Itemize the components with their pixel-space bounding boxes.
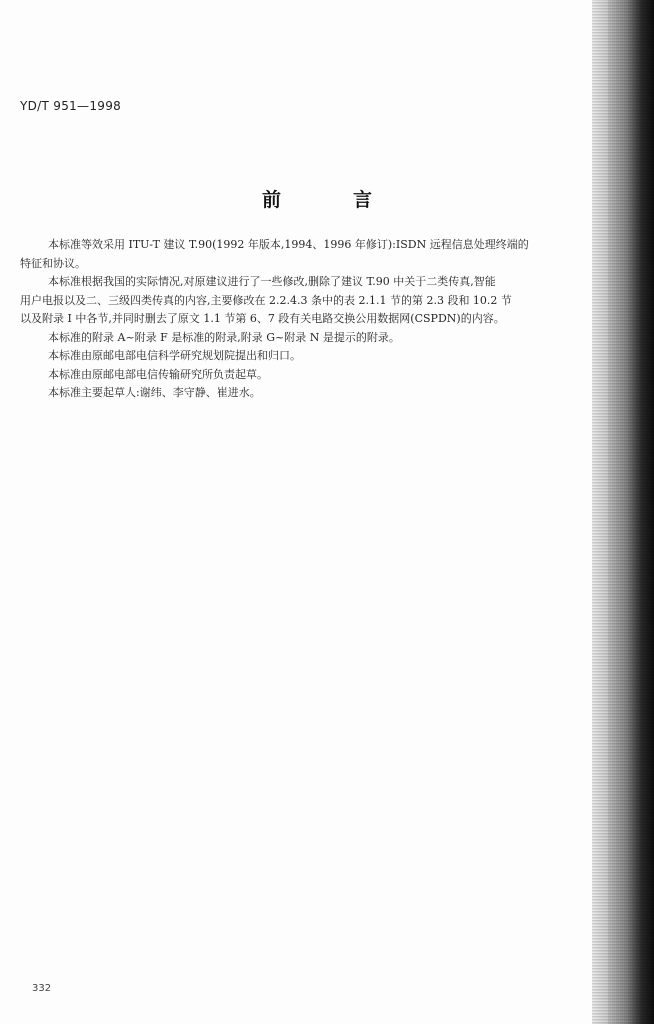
paragraph-1-line-1: 本标准等效采用 ITU-T 建议 T.90(1992 年版本,1994、1996 年修订):ISDN 远程信息处理终端的 bbox=[48, 238, 529, 251]
paragraph-4-line-1: 本标准由原邮电部电信科学研究规划院提出和归口。 bbox=[48, 349, 301, 362]
paragraph-5-line-1: 本标准由原邮电部电信传输研究所负责起草。 bbox=[48, 367, 268, 381]
paragraph-2 bbox=[20, 273, 608, 329]
paragraph-2-line-2: 用户电报以及二、三级四类传真的内容,主要修改在 2.2.4.3 条中的表 2.1.1 节的第 2.3 段和 10.2 节 bbox=[20, 293, 512, 307]
paragraph-3-line-1: 本标准的附录 A~附录 F 是标准的附录,附录 G~附录 N 是提示的附录。 bbox=[48, 330, 400, 344]
page-number: 332 bbox=[32, 983, 52, 994]
page-title bbox=[262, 185, 372, 212]
paragraph-3 bbox=[34, 329, 608, 348]
title-char-1: 前 bbox=[262, 189, 282, 211]
paragraph-2-line-1: 本标准根据我国的实际情况,对原建议进行了一些修改,删除了建议 T.90 中关于二类传真,智能 bbox=[48, 275, 496, 288]
scan-noise bbox=[608, 0, 638, 1024]
document-code: YD/T 951—1998 bbox=[20, 99, 122, 113]
paragraph-6 bbox=[34, 384, 608, 403]
paragraph-2-line-3: 以及附录 I 中各节,并同时删去了原文 1.1 节第 6、7 段有关电路交换公用数据网(CSPDN)的内容。 bbox=[20, 312, 505, 325]
paragraph-5 bbox=[34, 366, 608, 385]
paragraph-1-line-2: 特征和协议。 bbox=[20, 256, 86, 270]
paragraph-4 bbox=[34, 347, 608, 366]
paragraph-6-line-1: 本标准主要起草人:谢纬、李守静、崔进水。 bbox=[48, 386, 261, 399]
title-char-2: 言 bbox=[352, 189, 372, 211]
foreword-body bbox=[20, 236, 608, 403]
paragraph-1 bbox=[20, 236, 608, 273]
